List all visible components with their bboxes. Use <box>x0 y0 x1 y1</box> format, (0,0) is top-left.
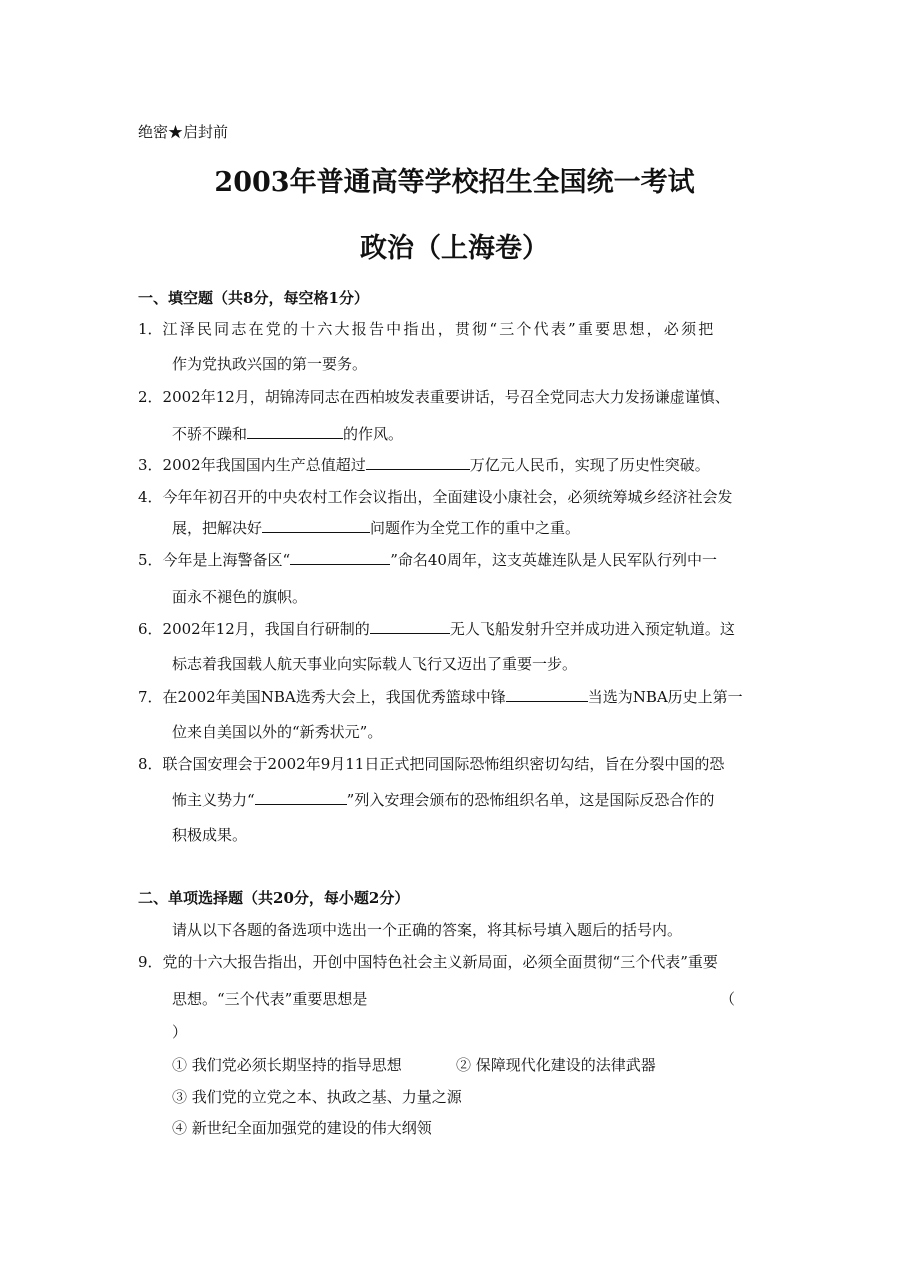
question-text: 的作风。 <box>343 425 404 443</box>
question-number: 3． <box>138 456 163 474</box>
option-4: ④ 新世纪全面加强党的建设的伟大纲领 <box>172 1119 432 1137</box>
question-text: ”命名40周年，这支英雄连队是人民军队行列中一 <box>390 551 717 569</box>
answer-paren-open[interactable]: （ <box>720 990 736 1008</box>
question-text: 2002年12月，我国自行研制的 <box>162 620 370 638</box>
question-number: 8． <box>138 755 163 773</box>
answer-blank[interactable] <box>262 518 370 533</box>
question-number: 7． <box>138 688 163 706</box>
question-6-line2: 标志着我国载人航天事业向实际载人飞行又迈出了重要一步。 <box>172 655 578 673</box>
question-1-line2: 作为党执政兴国的第一要务。 <box>172 355 368 373</box>
confidential-label: 绝密★启封前 <box>138 123 229 141</box>
section2-heading: 二、单项选择题（共20分，每小题2分） <box>138 889 410 907</box>
question-text: 万亿元人民币，实现了历史性突破。 <box>469 456 710 474</box>
exam-subtitle: 政治（上海卷） <box>360 233 549 264</box>
question-2-line2 <box>172 423 403 444</box>
option-1: ① 我们党必须长期坚持的指导思想 <box>172 1056 402 1074</box>
question-text: 江泽民同志在党的十六大报告中指出，贯彻“三个代表”重要思想，必须把 <box>162 320 716 338</box>
question-text: 联合国安理会于2002年9月11日正式把同国际恐怖组织密切勾结，旨在分裂中国的恐 <box>162 755 725 773</box>
question-8-line3: 积极成果。 <box>172 826 248 844</box>
question-text: 今年是上海警备区“ <box>162 551 291 569</box>
question-text: ”列入安理会颁布的恐怖组织名单，这是国际反恐合作的 <box>346 791 715 809</box>
question-1-line1 <box>138 318 716 339</box>
question-text: 当选为NBA历史上第一 <box>587 688 743 706</box>
question-3-line1 <box>138 454 710 475</box>
question-number: 5． <box>138 551 163 569</box>
question-9-line2: 思想。“三个代表”重要思想是 <box>172 990 368 1008</box>
question-7-line2: 位来自美国以外的“新秀状元”。 <box>172 723 383 741</box>
question-7-line1 <box>138 686 743 707</box>
question-8-line2 <box>172 789 714 810</box>
option-2: ② 保障现代化建设的法律武器 <box>456 1056 656 1074</box>
question-4-line1 <box>138 486 733 507</box>
question-9-line1 <box>138 951 718 972</box>
answer-blank[interactable] <box>370 619 450 634</box>
question-text: 党的十六大报告指出，开创中国特色社会主义新局面，必须全面贯彻“三个代表”重要 <box>162 953 718 971</box>
question-text: 2002年12月，胡锦涛同志在西柏坡发表重要讲话，号召全党同志大力发扬谦虚谨慎、 <box>162 388 730 406</box>
question-text: 今年年初召开的中央农村工作会议指出，全面建设小康社会，必须统筹城乡经济社会发 <box>162 488 733 506</box>
question-text: 问题作为全党工作的重中之重。 <box>370 519 581 537</box>
question-text: 怖主义势力“ <box>172 791 255 809</box>
answer-blank[interactable] <box>290 550 390 565</box>
question-number: 6． <box>138 620 163 638</box>
question-text: 在2002年美国NBA选秀大会上，我国优秀篮球中锋 <box>162 688 506 706</box>
question-number: 1． <box>138 320 163 338</box>
question-text: 无人飞船发射升空并成功进入预定轨道。这 <box>449 620 735 638</box>
question-text: 2002年我国国内生产总值超过 <box>162 456 366 474</box>
answer-blank[interactable] <box>247 424 343 439</box>
option-3: ③ 我们党的立党之本、执政之基、力量之源 <box>172 1088 462 1106</box>
answer-paren-close[interactable]: ） <box>172 1023 188 1041</box>
answer-blank[interactable] <box>255 790 347 805</box>
section2-instruction: 请从以下各题的备选项中选出一个正确的答案，将其标号填入题后的括号内。 <box>172 921 683 939</box>
section1-heading: 一、填空题（共8分，每空格1分） <box>138 289 369 307</box>
answer-blank[interactable] <box>506 687 588 702</box>
question-number: 2． <box>138 388 163 406</box>
question-number: 4． <box>138 488 163 506</box>
question-4-line2 <box>172 517 580 538</box>
question-6-line1 <box>138 618 735 639</box>
question-8-line1 <box>138 753 724 774</box>
exam-title: 2003年普通高等学校招生全国统一考试 <box>214 167 695 198</box>
question-5-line2: 面永不褪色的旗帜。 <box>172 588 308 606</box>
question-text: 展，把解决好 <box>172 519 263 537</box>
question-number: 9． <box>138 953 163 971</box>
question-text: 不骄不躁和 <box>172 425 248 443</box>
question-5-line1 <box>138 549 717 570</box>
answer-blank[interactable] <box>366 455 470 470</box>
question-2-line1 <box>138 386 730 407</box>
